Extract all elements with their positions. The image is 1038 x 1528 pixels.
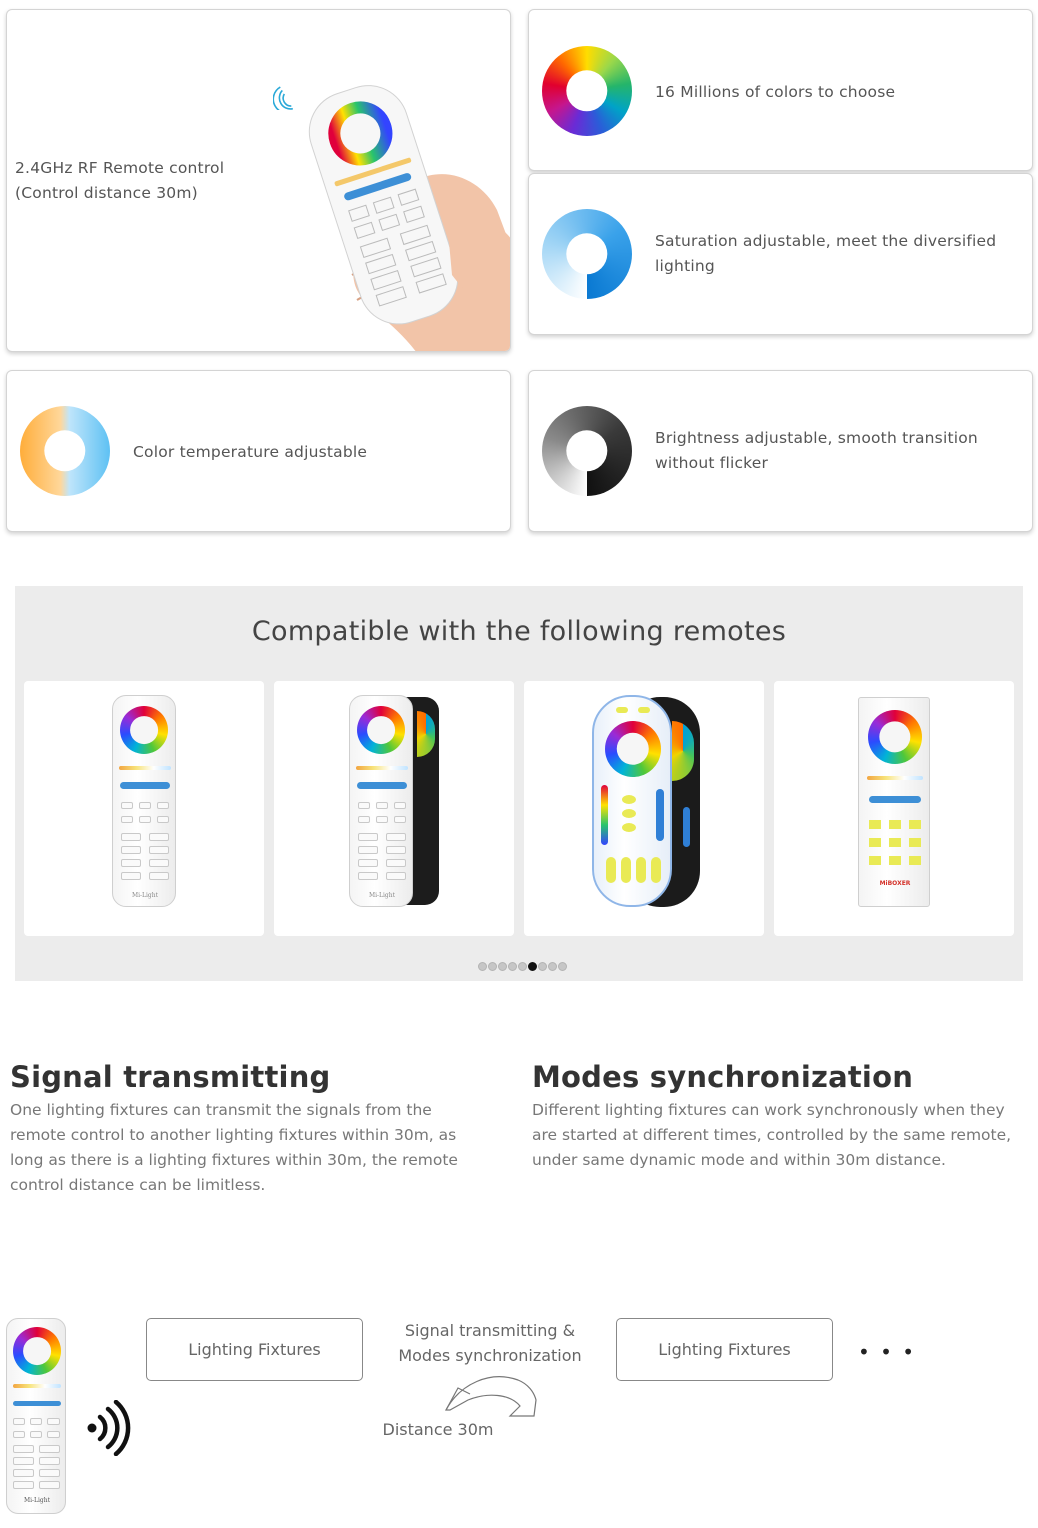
more-fixtures-ellipsis: • • • bbox=[858, 1340, 917, 1364]
carousel-dot[interactable] bbox=[488, 962, 497, 971]
carousel-dot[interactable] bbox=[558, 962, 567, 971]
lighting-fixture-box-1: Lighting Fixtures bbox=[146, 1318, 363, 1381]
feature-card-rf-remote bbox=[6, 9, 511, 352]
remote-brand-label-4: MiBOXER bbox=[879, 880, 911, 887]
lighting-fixture-box-2: Lighting Fixtures bbox=[616, 1318, 833, 1381]
brightness-ring-icon bbox=[542, 406, 632, 496]
carousel-dot[interactable] bbox=[508, 962, 517, 971]
carousel-dot[interactable] bbox=[538, 962, 547, 971]
modes-body: Different lighting fixtures can work synchronously when they are started at different times, controlled by the same remote, under same dynamic mode and within 30m distance. bbox=[532, 1101, 1012, 1169]
brightness-text: Brightness adjustable, smooth transition without flicker bbox=[655, 429, 978, 472]
center-label-line1: Signal transmitting & bbox=[404, 1321, 576, 1340]
color-temperature-ring-icon bbox=[20, 406, 110, 496]
feature-card-colors bbox=[528, 9, 1033, 171]
feature-card-color-temp bbox=[6, 370, 511, 532]
modes-heading: Modes synchronization bbox=[532, 1060, 914, 1094]
diagram-center-label bbox=[380, 1318, 600, 1368]
remote-image-4 bbox=[858, 697, 930, 907]
feature-card-saturation bbox=[528, 173, 1033, 335]
carousel-dot[interactable] bbox=[518, 962, 527, 971]
carousel-dot[interactable] bbox=[528, 962, 537, 971]
carousel-pagination bbox=[478, 962, 567, 972]
carousel-slide-remote-1[interactable] bbox=[24, 681, 264, 936]
carousel-dot[interactable] bbox=[498, 962, 507, 971]
distance-label: Distance 30m bbox=[382, 1420, 494, 1439]
saturation-ring-icon bbox=[542, 209, 632, 299]
colors-text: 16 Millions of colors to choose bbox=[655, 83, 896, 101]
curved-arrow-icon bbox=[440, 1366, 540, 1418]
rf-remote-text bbox=[15, 156, 275, 206]
carousel-dot[interactable] bbox=[478, 962, 487, 971]
color-temp-text: Color temperature adjustable bbox=[133, 443, 368, 461]
carousel-slide-remote-2[interactable] bbox=[274, 681, 514, 936]
feature-card-brightness bbox=[528, 370, 1033, 532]
remote-image-3 bbox=[592, 695, 672, 907]
rf-remote-line2: (Control distance 30m) bbox=[15, 184, 198, 202]
signal-body: One lighting fixtures can transmit the signals from the remote control to another lighting fixtures within 30m, as long as there is a lighting fixtures within 30m, the remote control distance can be limitless. bbox=[10, 1101, 458, 1194]
saturation-text: Saturation adjustable, meet the diversified lighting bbox=[655, 232, 997, 275]
carousel-slide-remote-4[interactable] bbox=[774, 681, 1014, 936]
remote-brand-label-1: Mi-Light bbox=[131, 892, 159, 899]
signal-heading: Signal transmitting bbox=[10, 1060, 331, 1094]
compatible-remotes-carousel bbox=[15, 586, 1023, 981]
rf-remote-line1: 2.4GHz RF Remote control bbox=[15, 159, 225, 177]
color-wheel-icon bbox=[542, 46, 632, 136]
remote-image-1 bbox=[112, 695, 176, 907]
remote-brand-label-2: Mi-Light bbox=[368, 892, 396, 899]
center-label-line2: Modes synchronization bbox=[398, 1346, 582, 1365]
diagram-remote-brand: Mi-Light bbox=[23, 1497, 51, 1504]
remote-image-2 bbox=[349, 695, 413, 907]
hand-holding-remote-image bbox=[297, 70, 511, 352]
remote-icon bbox=[6, 1318, 66, 1514]
carousel-dot[interactable] bbox=[548, 962, 557, 971]
compatible-title: Compatible with the following remotes bbox=[251, 616, 787, 647]
wireless-signal-icon bbox=[86, 1400, 132, 1456]
carousel-slide-remote-3[interactable] bbox=[524, 681, 764, 936]
